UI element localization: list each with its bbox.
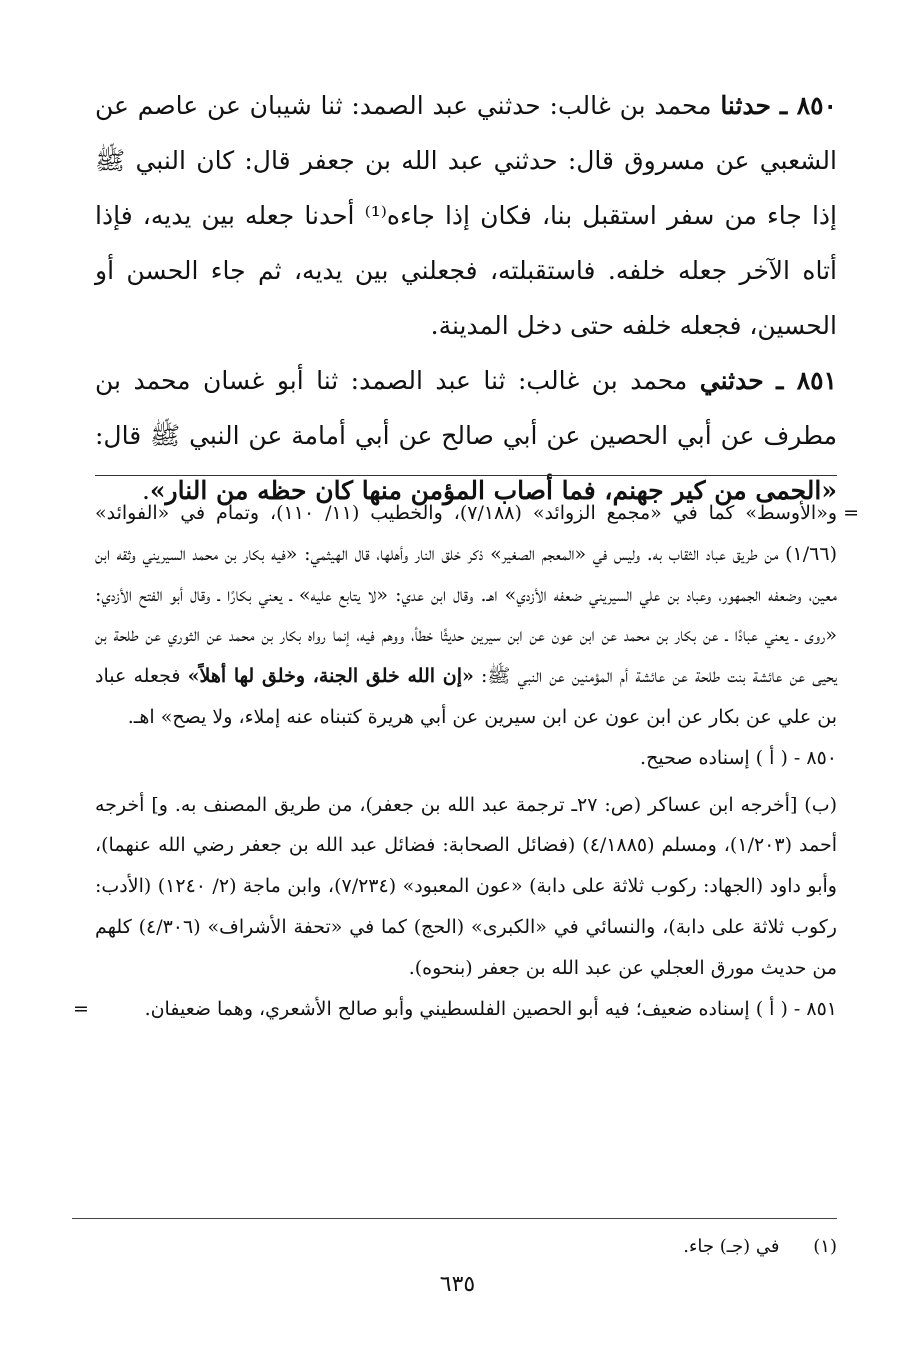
hadith-lead: حدثني (699, 366, 764, 395)
notes-divider (95, 475, 837, 476)
hadith-text: محمد بن غالب: حدثني عبد الصمد: ثنا شيبان عن عاصم عن الشعبي عن مسروق قال: حدثني عبد الله بن جعفر قال: كان النبي ﷺ إذا جاء من سفر استقبل بنا، فكان إذا جاءه⁽¹⁾ أحدنا جعله بين يديه، فإذا أتاه الآخر جعله خلفه. فاستقبلته، فجعلني بين يديه، ثم جاء الحسن أو الحسين، فجعله خلفه حتى دخل المدينة. (95, 91, 838, 340)
hadith-end: . (141, 476, 150, 505)
footnote-number: (١) (813, 1236, 837, 1257)
note-text: فجعله عباد بن علي عن بكار عن ابن عون عن ابن سيرين عن أبي هريرة كتبناه عنه إملاء، ولا يصح» اهـ. (95, 665, 837, 728)
note-850b: (ب) [أخرجه ابن عساكر (ص: ٢٧ـ ترجمة عبد الله بن جعفر)، من طريق المصنف به. و] أخرجه أحمد (١/٢٠٣)، ومسلم (٤/١٨٨٥) (فضائل الصحابة: فضائل عبد الله بن جعفر رضي الله عنهما)، وأبو داود (الجهاد: ركوب ثلاثة على دابة) «عون المعبود» (٧/٢٣٤)، وابن ماجة (٢/ ١٢٤٠) (الأدب: ركوب ثلاثة على دابة)، والنسائي في «الكبرى» (الحج) كما في «تحفة الأشراف» (٤/٣٠٦) كلهم من حديث مورق العجلي عن عبد الله بن جعفر (بنحوه). (95, 793, 838, 979)
main-text (95, 78, 837, 518)
note-text: و«الأوسط» كما في «مجمع الزوائد» (٧/١٨٨)، والخطيب (١١/ ١١٠)، وتمام في «الفوائد» (١/٦٦) من طريق عباد الثقاب به. وليس في «المعجم الصغير» ذكر خلق النار وأهلها، قال الهيثمي: «فيه بكار بن محمد السيريني وثقه ابن معين، وضعفه الجمهور، وعباد بن علي السيريني ضعفه الأزدي» اهـ. وقال ابن عدي: «لا يتابع عليه» ـ يعني بكارًا ـ وقال أبو الفتح الأزدي: «روى ـ يعني عبادًا ـ عن بكار بن محمد عن ابن عون عن ابن سيرين حديثًا خطأ، ووهم فيه، إنما رواه بكار بن محمد عن الثوري عن طلحة بن يحيى عن عائشة بنت طلحة عن عائشة أم المؤمنين عن النبي ﷺ: (95, 502, 838, 688)
hadith-quote: «الحمى من كير جهنم، فما أصاب المؤمن منها كان حظه من النار» (149, 476, 837, 505)
hadith-text: محمد بن غالب: ثنا عبد الصمد: ثنا أبو غسان محمد بن مطرف عن أبي الحصين عن أبي صالح عن أبي أمامة عن النبي ﷺ قال: (95, 366, 837, 450)
hadith-850 (95, 78, 837, 353)
continuation-mark: = (73, 997, 89, 1020)
note-851 (73, 989, 837, 1030)
hadith-number: ٨٥٠ ـ (779, 91, 837, 120)
notes-section (73, 493, 859, 1029)
note-quote: «إن الله خلق الجنة، وخلق لها أهلاً» (187, 665, 474, 688)
hadith-lead: حدثنا (720, 91, 772, 120)
note-text: ٨٥١ - ( أ ) إسناده ضعيف؛ فيه أبو الحصين الفلسطيني وأبو صالح الأشعري، وهما ضعيفان. (144, 997, 837, 1020)
hadith-number: ٨٥١ ـ (776, 366, 837, 395)
footnote-text: في (جـ) جاء. (683, 1236, 780, 1257)
footnote (95, 1232, 837, 1262)
note-850a: ٨٥٠ - ( أ ) إسناده صحيح. (640, 746, 837, 769)
footnote-divider (72, 1218, 837, 1219)
continuation-mark: = (843, 502, 859, 524)
page-number: ٦٣٥ (439, 1272, 476, 1297)
note-continuation (95, 493, 859, 738)
